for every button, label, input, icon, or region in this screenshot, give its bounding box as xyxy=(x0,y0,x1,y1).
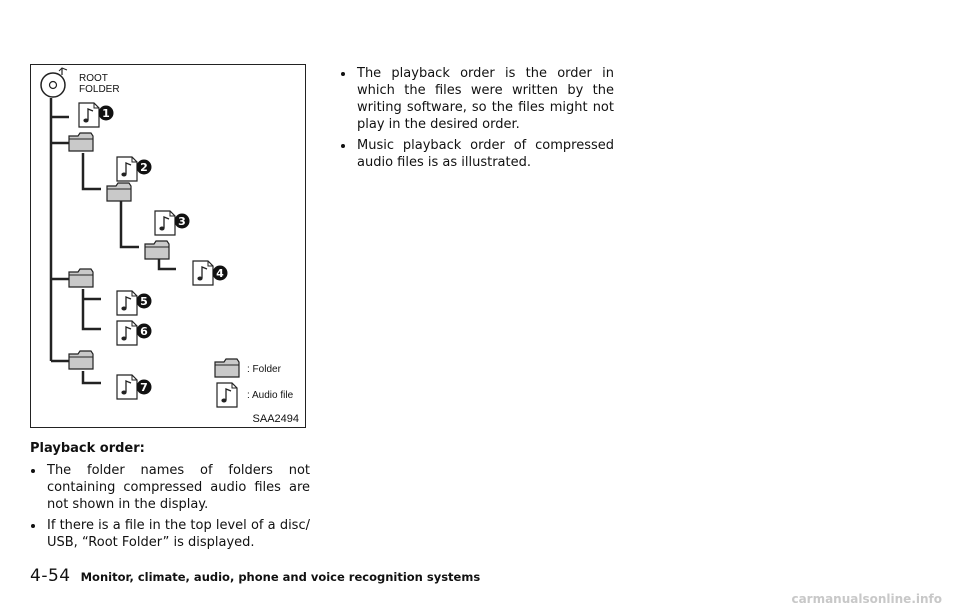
svg-text:3: 3 xyxy=(178,215,186,228)
folder-icon xyxy=(145,241,169,259)
number-badge xyxy=(99,106,114,121)
number-badge xyxy=(137,160,152,175)
number-badge xyxy=(175,214,190,229)
audio-file-icon xyxy=(117,291,137,315)
section-name: Monitor, climate, audio, phone and voice recognition systems xyxy=(80,570,481,584)
list-item-text: Music playback order of compressed audio files is as illustrated. xyxy=(357,138,614,170)
section-title: Playback order: xyxy=(30,441,145,456)
figure-code: SAA2494 xyxy=(252,413,299,425)
audio-file-icon xyxy=(117,375,137,399)
list-item-text: If there is a file in the top level of a disc/ USB, “Root Folder” is displayed. xyxy=(47,518,310,550)
playback-order-figure xyxy=(30,64,306,428)
folder-icon xyxy=(69,133,93,151)
folder-icon xyxy=(107,183,131,201)
legend-folder-label: : Folder xyxy=(247,364,281,375)
audio-file-icon xyxy=(117,157,137,181)
audio-file-icon xyxy=(117,321,137,345)
root-label-line2: FOLDER xyxy=(79,84,120,95)
bullet-icon xyxy=(31,524,35,528)
list-item-text: The folder names of folders not containing compressed audio files are not shown in the display. xyxy=(47,463,310,512)
number-badge xyxy=(137,380,152,395)
legend-folder-icon xyxy=(215,359,239,377)
number-badge xyxy=(213,266,228,281)
folder-tree-diagram xyxy=(31,65,307,429)
folder-icon xyxy=(69,269,93,287)
page-footer xyxy=(30,566,480,586)
root-label-line1: ROOT xyxy=(79,73,108,84)
audio-file-icon xyxy=(193,261,213,285)
bullet-icon xyxy=(341,72,345,76)
legend-audio-label: : Audio file xyxy=(247,390,294,401)
bullet-icon xyxy=(31,469,35,473)
list-item xyxy=(340,65,614,133)
svg-text:1: 1 xyxy=(102,107,110,120)
bullet-icon xyxy=(341,144,345,148)
disc-icon xyxy=(41,68,67,97)
page-number: 4-54 xyxy=(30,566,71,586)
left-bullet-list xyxy=(30,462,310,555)
watermark: carmanualsonline.info xyxy=(791,592,942,606)
number-badge xyxy=(137,294,152,309)
list-item xyxy=(30,517,310,551)
list-item xyxy=(30,462,310,513)
svg-text:5: 5 xyxy=(140,295,148,308)
audio-file-icon xyxy=(79,103,99,127)
svg-text:2: 2 xyxy=(140,161,148,174)
svg-text:7: 7 xyxy=(140,381,148,394)
audio-file-icon xyxy=(155,211,175,235)
svg-text:4: 4 xyxy=(216,267,224,280)
number-badge xyxy=(137,324,152,339)
list-item-text: The playback order is the order in which the files were written by the writing software, so the files might not play in the desired order. xyxy=(357,66,614,132)
legend-audio-file-icon xyxy=(217,383,237,407)
folder-icon xyxy=(69,351,93,369)
list-item xyxy=(340,137,614,171)
right-bullet-list xyxy=(340,65,614,175)
svg-text:6: 6 xyxy=(140,325,148,338)
